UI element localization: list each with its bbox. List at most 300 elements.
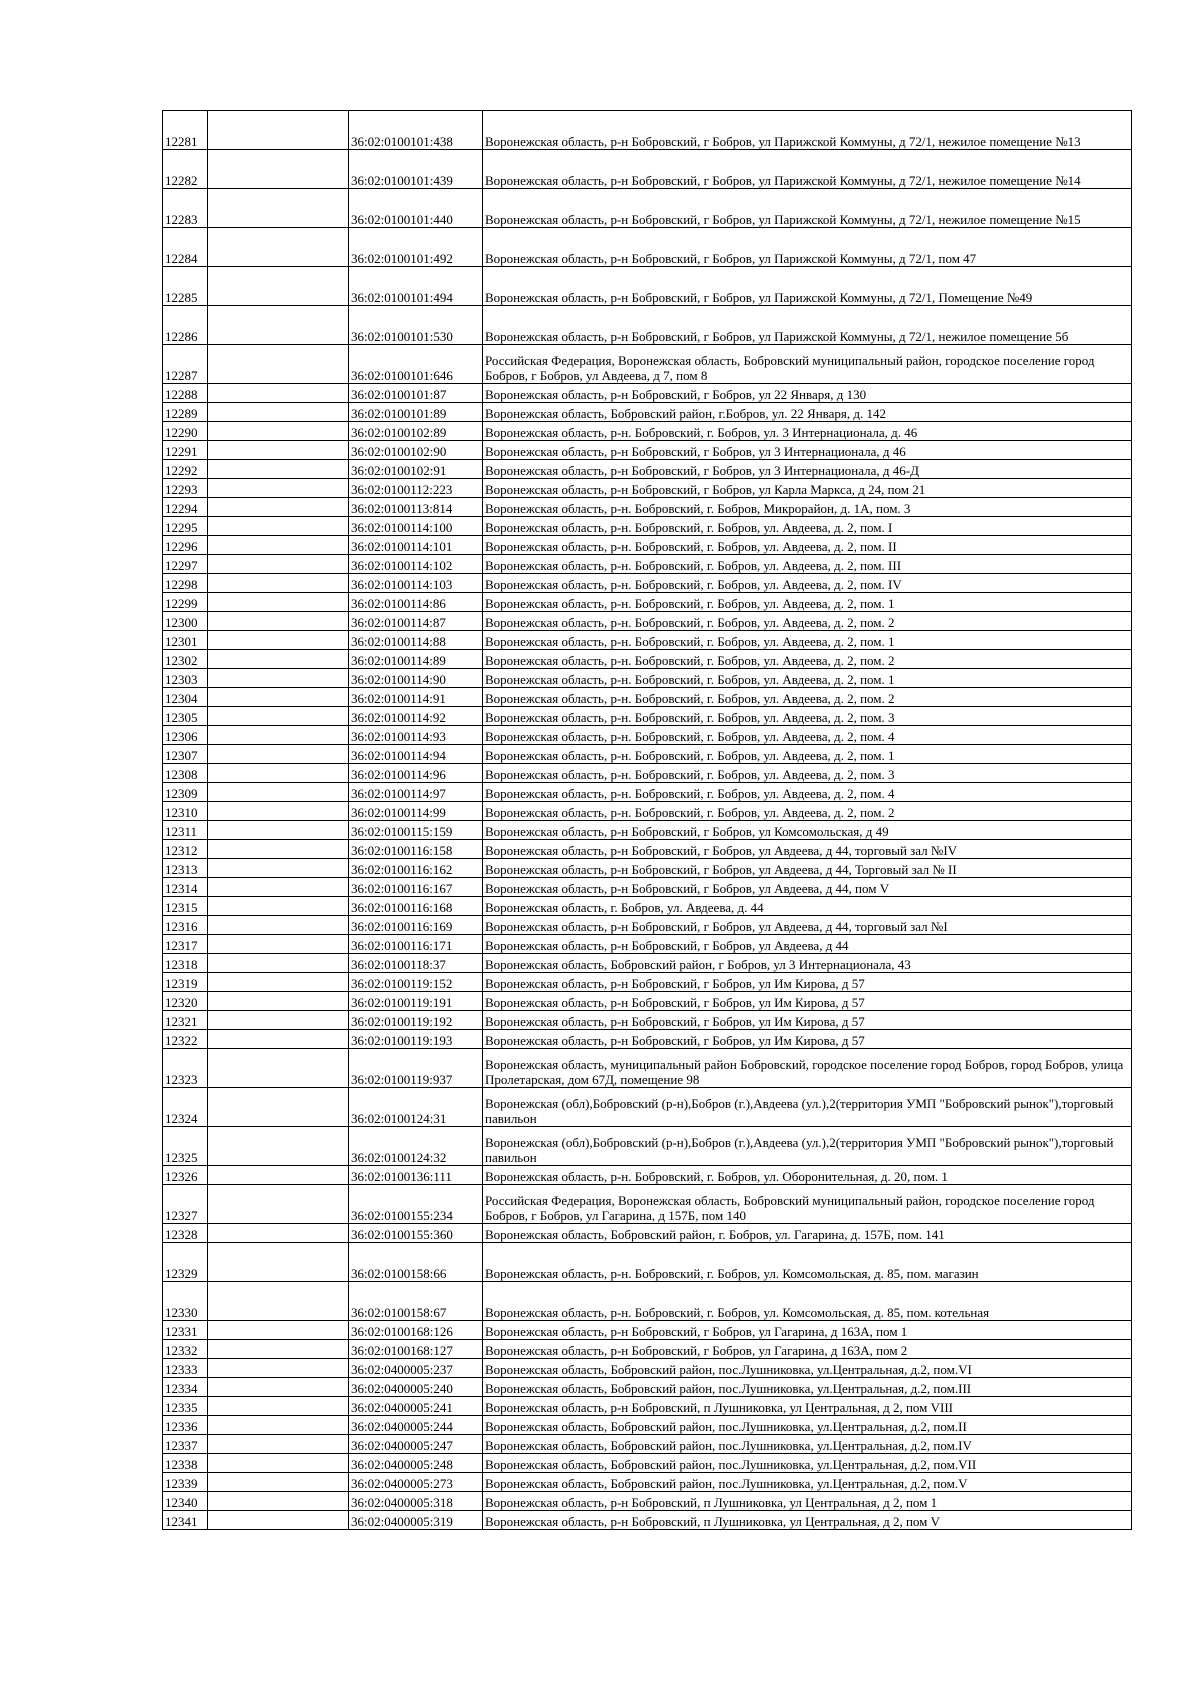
property-address: Воронежская область, р-н. Бобровский, г. Бобров, ул. Авдеева, д. 2, пом. 1 [483, 669, 1132, 688]
property-address: Воронежская область, Бобровский район, пос.Лушниковка, ул.Центральная, д.2, пом.III [483, 1378, 1132, 1397]
row-number: 12296 [163, 536, 208, 555]
table-row [163, 1049, 1132, 1088]
cadastral-number: 36:02:0100101:440 [349, 189, 483, 228]
property-address: Воронежская область, р-н. Бобровский, г. Бобров, ул. Авдеева, д. 2, пом. 4 [483, 726, 1132, 745]
table-row [163, 384, 1132, 403]
cadastral-number: 36:02:0100124:32 [349, 1127, 483, 1166]
empty-cell [208, 593, 349, 612]
cadastral-number: 36:02:0100114:102 [349, 555, 483, 574]
table-row [163, 612, 1132, 631]
property-address: Воронежская область, р-н Бобровский, п Лушниковка, ул Центральная, д 2, пом VIII [483, 1397, 1132, 1416]
row-number: 12281 [163, 111, 208, 150]
cadastral-number: 36:02:0100119:152 [349, 973, 483, 992]
property-address: Воронежская область, р-н Бобровский, г Бобров, ул Им Кирова, д 57 [483, 973, 1132, 992]
empty-cell [208, 1397, 349, 1416]
property-address: Воронежская область, Бобровский район, г.Бобров, ул. 22 Января, д. 142 [483, 403, 1132, 422]
empty-cell [208, 498, 349, 517]
cadastral-number: 36:02:0100114:99 [349, 802, 483, 821]
empty-cell [208, 555, 349, 574]
property-table-body [163, 111, 1132, 1530]
empty-cell [208, 479, 349, 498]
empty-cell [208, 783, 349, 802]
table-row [163, 878, 1132, 897]
cadastral-number: 36:02:0100102:90 [349, 441, 483, 460]
property-address: Воронежская область, р-н Бобровский, г Бобров, ул Комсомольская, д 49 [483, 821, 1132, 840]
cadastral-number: 36:02:0100114:86 [349, 593, 483, 612]
cadastral-number: 36:02:0100116:169 [349, 916, 483, 935]
cadastral-number: 36:02:0100113:814 [349, 498, 483, 517]
property-address: Воронежская область, р-н Бобровский, г Бобров, ул Авдеева, д 44 [483, 935, 1132, 954]
property-address: Воронежская область, р-н. Бобровский, г. Бобров, ул. Авдеева, д. 2, пом. 4 [483, 783, 1132, 802]
property-address: Воронежская область, Бобровский район, пос.Лушниковка, ул.Центральная, д.2, пом.IV [483, 1435, 1132, 1454]
row-number: 12297 [163, 555, 208, 574]
table-row [163, 111, 1132, 150]
table-row [163, 821, 1132, 840]
row-number: 12326 [163, 1166, 208, 1185]
table-row [163, 707, 1132, 726]
property-address: Воронежская область, р-н. Бобровский, г. Бобров, ул. Авдеева, д. 2, пом. 3 [483, 707, 1132, 726]
empty-cell [208, 1321, 349, 1340]
row-number: 12293 [163, 479, 208, 498]
row-number: 12314 [163, 878, 208, 897]
empty-cell [208, 935, 349, 954]
empty-cell [208, 973, 349, 992]
row-number: 12309 [163, 783, 208, 802]
table-row [163, 916, 1132, 935]
table-row [163, 783, 1132, 802]
table-row [163, 1127, 1132, 1166]
table-row [163, 1166, 1132, 1185]
property-address: Воронежская область, р-н. Бобровский, г. Бобров, ул. Авдеева, д. 2, пом. II [483, 536, 1132, 555]
property-address: Воронежская область, р-н Бобровский, г Бобров, ул Парижской Коммуны, д 72/1, Помещение №49 [483, 267, 1132, 306]
cadastral-number: 36:02:0100114:92 [349, 707, 483, 726]
cadastral-number: 36:02:0100116:168 [349, 897, 483, 916]
table-row [163, 859, 1132, 878]
cadastral-number: 36:02:0100112:223 [349, 479, 483, 498]
empty-cell [208, 821, 349, 840]
row-number: 12301 [163, 631, 208, 650]
empty-cell [208, 1473, 349, 1492]
table-row [163, 1340, 1132, 1359]
row-number: 12311 [163, 821, 208, 840]
cadastral-number: 36:02:0400005:240 [349, 1378, 483, 1397]
property-address: Воронежская область, р-н Бобровский, г Бобров, ул Парижской Коммуны, д 72/1, пом 47 [483, 228, 1132, 267]
row-number: 12282 [163, 150, 208, 189]
cadastral-number: 36:02:0100114:87 [349, 612, 483, 631]
cadastral-number: 36:02:0400005:237 [349, 1359, 483, 1378]
empty-cell [208, 384, 349, 403]
property-address: Воронежская область, р-н. Бобровский, г. Бобров, ул. Авдеева, д. 2, пом. 2 [483, 612, 1132, 631]
cadastral-number: 36:02:0400005:248 [349, 1454, 483, 1473]
table-row [163, 517, 1132, 536]
empty-cell [208, 189, 349, 228]
cadastral-number: 36:02:0100114:88 [349, 631, 483, 650]
row-number: 12340 [163, 1492, 208, 1511]
cadastral-number: 36:02:0400005:273 [349, 1473, 483, 1492]
property-address: Воронежская (обл),Бобровский (р-н),Бобров (г.),Авдеева (ул.),2(территория УМП "Бобровский рынок"),торговый павильон [483, 1088, 1132, 1127]
empty-cell [208, 669, 349, 688]
empty-cell [208, 306, 349, 345]
row-number: 12287 [163, 345, 208, 384]
table-row [163, 1435, 1132, 1454]
cadastral-number: 36:02:0100116:162 [349, 859, 483, 878]
cadastral-number: 36:02:0100124:31 [349, 1088, 483, 1127]
empty-cell [208, 1185, 349, 1224]
table-row [163, 650, 1132, 669]
empty-cell [208, 612, 349, 631]
empty-cell [208, 267, 349, 306]
cadastral-number: 36:02:0100158:66 [349, 1243, 483, 1282]
row-number: 12319 [163, 973, 208, 992]
cadastral-number: 36:02:0100114:93 [349, 726, 483, 745]
cadastral-number: 36:02:0100168:126 [349, 1321, 483, 1340]
empty-cell [208, 1049, 349, 1088]
cadastral-number: 36:02:0100114:103 [349, 574, 483, 593]
row-number: 12320 [163, 992, 208, 1011]
table-row [163, 479, 1132, 498]
empty-cell [208, 631, 349, 650]
cadastral-number: 36:02:0100119:192 [349, 1011, 483, 1030]
table-row [163, 441, 1132, 460]
property-address: Воронежская область, р-н. Бобровский, г. Бобров, ул. Авдеева, д. 2, пом. 1 [483, 593, 1132, 612]
empty-cell [208, 574, 349, 593]
empty-cell [208, 1088, 349, 1127]
row-number: 12316 [163, 916, 208, 935]
cadastral-number: 36:02:0100116:171 [349, 935, 483, 954]
empty-cell [208, 878, 349, 897]
property-address: Воронежская область, р-н Бобровский, г Бобров, ул Авдеева, д 44, торговый зал №IV [483, 840, 1132, 859]
table-row [163, 1030, 1132, 1049]
empty-cell [208, 840, 349, 859]
row-number: 12331 [163, 1321, 208, 1340]
row-number: 12295 [163, 517, 208, 536]
property-address: Воронежская область, р-н. Бобровский, г. Бобров, ул. Авдеева, д. 2, пом. 3 [483, 764, 1132, 783]
table-row [163, 840, 1132, 859]
table-row [163, 1224, 1132, 1243]
property-address: Воронежская область, р-н Бобровский, г Бобров, ул Авдеева, д 44, Торговый зал № II [483, 859, 1132, 878]
empty-cell [208, 441, 349, 460]
cadastral-number: 36:02:0100119:191 [349, 992, 483, 1011]
row-number: 12304 [163, 688, 208, 707]
property-address: Воронежская область, г. Бобров, ул. Авдеева, д. 44 [483, 897, 1132, 916]
property-address: Воронежская область, р-н Бобровский, г Бобров, ул Парижской Коммуны, д 72/1, нежилое помещение №13 [483, 111, 1132, 150]
table-row [163, 189, 1132, 228]
cadastral-number: 36:02:0100114:100 [349, 517, 483, 536]
property-address: Воронежская область, р-н. Бобровский, г. Бобров, Микрорайон, д. 1А, пом. 3 [483, 498, 1132, 517]
row-number: 12336 [163, 1416, 208, 1435]
table-row [163, 1321, 1132, 1340]
row-number: 12310 [163, 802, 208, 821]
table-row [163, 1011, 1132, 1030]
cadastral-number: 36:02:0100102:89 [349, 422, 483, 441]
property-address: Российская Федерация, Воронежская область, Бобровский муниципальный район, городское поселение город Бобров, г Бобров, ул Авдеева, д 7, пом 8 [483, 345, 1132, 384]
property-address: Воронежская область, р-н Бобровский, г Бобров, ул Авдеева, д 44, торговый зал №I [483, 916, 1132, 935]
property-address: Воронежская область, Бобровский район, г. Бобров, ул. Гагарина, д. 157Б, пом. 141 [483, 1224, 1132, 1243]
cadastral-number: 36:02:0100168:127 [349, 1340, 483, 1359]
table-row [163, 1282, 1132, 1321]
table-row [163, 403, 1132, 422]
empty-cell [208, 745, 349, 764]
document-page [162, 110, 1132, 1530]
property-address: Воронежская область, р-н Бобровский, г Бобров, ул Им Кирова, д 57 [483, 1011, 1132, 1030]
property-address: Воронежская область, р-н. Бобровский, г. Бобров, ул. Оборонительная, д. 20, пом. 1 [483, 1166, 1132, 1185]
row-number: 12332 [163, 1340, 208, 1359]
cadastral-number: 36:02:0100101:438 [349, 111, 483, 150]
cadastral-number: 36:02:0100155:360 [349, 1224, 483, 1243]
row-number: 12341 [163, 1511, 208, 1530]
cadastral-number: 36:02:0100101:89 [349, 403, 483, 422]
table-row [163, 935, 1132, 954]
empty-cell [208, 1378, 349, 1397]
empty-cell [208, 1282, 349, 1321]
table-row [163, 1397, 1132, 1416]
empty-cell [208, 1243, 349, 1282]
row-number: 12298 [163, 574, 208, 593]
cadastral-number: 36:02:0400005:244 [349, 1416, 483, 1435]
empty-cell [208, 1416, 349, 1435]
property-address: Воронежская область, р-н. Бобровский, г. Бобров, ул. 3 Интернационала, д. 46 [483, 422, 1132, 441]
row-number: 12322 [163, 1030, 208, 1049]
row-number: 12325 [163, 1127, 208, 1166]
cadastral-number: 36:02:0100101:530 [349, 306, 483, 345]
empty-cell [208, 688, 349, 707]
table-row [163, 1359, 1132, 1378]
empty-cell [208, 111, 349, 150]
property-address: Воронежская область, Бобровский район, г Бобров, ул 3 Интернационала, 43 [483, 954, 1132, 973]
table-row [163, 669, 1132, 688]
cadastral-number: 36:02:0400005:318 [349, 1492, 483, 1511]
empty-cell [208, 1454, 349, 1473]
property-address: Воронежская область, р-н. Бобровский, г. Бобров, ул. Авдеева, д. 2, пом. 2 [483, 650, 1132, 669]
cadastral-number: 36:02:0400005:319 [349, 1511, 483, 1530]
table-row [163, 593, 1132, 612]
row-number: 12333 [163, 1359, 208, 1378]
table-row [163, 498, 1132, 517]
property-address: Воронежская область, Бобровский район, пос.Лушниковка, ул.Центральная, д.2, пом.II [483, 1416, 1132, 1435]
cadastral-number: 36:02:0100114:101 [349, 536, 483, 555]
property-address: Воронежская область, р-н Бобровский, п Лушниковка, ул Центральная, д 2, пом V [483, 1511, 1132, 1530]
row-number: 12313 [163, 859, 208, 878]
cadastral-number: 36:02:0100136:111 [349, 1166, 483, 1185]
empty-cell [208, 764, 349, 783]
row-number: 12338 [163, 1454, 208, 1473]
empty-cell [208, 1492, 349, 1511]
property-address: Воронежская область, р-н. Бобровский, г. Бобров, ул. Авдеева, д. 2, пом. 2 [483, 802, 1132, 821]
row-number: 12288 [163, 384, 208, 403]
cadastral-number: 36:02:0100101:492 [349, 228, 483, 267]
row-number: 12327 [163, 1185, 208, 1224]
property-address: Воронежская область, р-н Бобровский, г Бобров, ул Авдеева, д 44, пом V [483, 878, 1132, 897]
property-address: Воронежская область, р-н Бобровский, г Бобров, ул 22 Января, д 130 [483, 384, 1132, 403]
empty-cell [208, 1011, 349, 1030]
empty-cell [208, 517, 349, 536]
table-row [163, 1454, 1132, 1473]
property-address: Воронежская область, Бобровский район, пос.Лушниковка, ул.Центральная, д.2, пом.VI [483, 1359, 1132, 1378]
row-number: 12337 [163, 1435, 208, 1454]
table-row [163, 267, 1132, 306]
table-row [163, 150, 1132, 189]
row-number: 12330 [163, 1282, 208, 1321]
cadastral-number: 36:02:0100158:67 [349, 1282, 483, 1321]
empty-cell [208, 1166, 349, 1185]
row-number: 12318 [163, 954, 208, 973]
empty-cell [208, 422, 349, 441]
empty-cell [208, 859, 349, 878]
empty-cell [208, 954, 349, 973]
empty-cell [208, 802, 349, 821]
table-row [163, 1473, 1132, 1492]
empty-cell [208, 707, 349, 726]
row-number: 12283 [163, 189, 208, 228]
property-address: Воронежская область, Бобровский район, пос.Лушниковка, ул.Центральная, д.2, пом.VII [483, 1454, 1132, 1473]
row-number: 12286 [163, 306, 208, 345]
property-address: Воронежская область, р-н Бобровский, г Бобров, ул Карла Маркса, д 24, пом 21 [483, 479, 1132, 498]
table-row [163, 764, 1132, 783]
cadastral-number: 36:02:0100101:494 [349, 267, 483, 306]
cadastral-number: 36:02:0100101:646 [349, 345, 483, 384]
table-row [163, 228, 1132, 267]
table-row [163, 954, 1132, 973]
cadastral-number: 36:02:0400005:241 [349, 1397, 483, 1416]
cadastral-number: 36:02:0100114:91 [349, 688, 483, 707]
empty-cell [208, 536, 349, 555]
cadastral-number: 36:02:0100101:439 [349, 150, 483, 189]
table-row [163, 973, 1132, 992]
table-row [163, 802, 1132, 821]
empty-cell [208, 650, 349, 669]
property-address: Российская Федерация, Воронежская область, Бобровский муниципальный район, городское поселение город Бобров, г Бобров, ул Гагарина, д 157Б, пом 140 [483, 1185, 1132, 1224]
cadastral-number: 36:02:0100114:94 [349, 745, 483, 764]
row-number: 12324 [163, 1088, 208, 1127]
row-number: 12334 [163, 1378, 208, 1397]
property-address: Воронежская область, р-н. Бобровский, г. Бобров, ул. Авдеева, д. 2, пом. 1 [483, 745, 1132, 764]
cadastral-number: 36:02:0100102:91 [349, 460, 483, 479]
table-row [163, 1492, 1132, 1511]
table-row [163, 306, 1132, 345]
property-address: Воронежская область, р-н Бобровский, г Бобров, ул 3 Интернационала, д 46 [483, 441, 1132, 460]
empty-cell [208, 992, 349, 1011]
row-number: 12335 [163, 1397, 208, 1416]
row-number: 12302 [163, 650, 208, 669]
row-number: 12284 [163, 228, 208, 267]
table-row [163, 631, 1132, 650]
row-number: 12317 [163, 935, 208, 954]
property-address: Воронежская область, р-н Бобровский, п Лушниковка, ул Центральная, д 2, пом 1 [483, 1492, 1132, 1511]
property-address: Воронежская область, р-н. Бобровский, г. Бобров, ул. Комсомольская, д. 85, пом. котельная [483, 1282, 1132, 1321]
property-address: Воронежская (обл),Бобровский (р-н),Бобров (г.),Авдеева (ул.),2(территория УМП "Бобровский рынок"),торговый павильон [483, 1127, 1132, 1166]
property-address: Воронежская область, р-н Бобровский, г Бобров, ул Парижской Коммуны, д 72/1, нежилое помещение №15 [483, 189, 1132, 228]
empty-cell [208, 345, 349, 384]
property-address: Воронежская область, р-н Бобровский, г Бобров, ул Им Кирова, д 57 [483, 992, 1132, 1011]
cadastral-number: 36:02:0100116:158 [349, 840, 483, 859]
cadastral-number: 36:02:0100119:193 [349, 1030, 483, 1049]
table-row [163, 460, 1132, 479]
empty-cell [208, 1511, 349, 1530]
row-number: 12305 [163, 707, 208, 726]
row-number: 12306 [163, 726, 208, 745]
empty-cell [208, 228, 349, 267]
row-number: 12299 [163, 593, 208, 612]
empty-cell [208, 726, 349, 745]
property-address: Воронежская область, р-н. Бобровский, г. Бобров, ул. Авдеева, д. 2, пом. III [483, 555, 1132, 574]
row-number: 12290 [163, 422, 208, 441]
row-number: 12312 [163, 840, 208, 859]
table-row [163, 1416, 1132, 1435]
row-number: 12323 [163, 1049, 208, 1088]
empty-cell [208, 1224, 349, 1243]
property-address: Воронежская область, муниципальный район Бобровский, городское поселение город Бобров, город Бобров, улица Пролетарская, дом 67Д, помещение 98 [483, 1049, 1132, 1088]
row-number: 12292 [163, 460, 208, 479]
table-row [163, 726, 1132, 745]
cadastral-number: 36:02:0100114:96 [349, 764, 483, 783]
row-number: 12285 [163, 267, 208, 306]
row-number: 12294 [163, 498, 208, 517]
table-row [163, 1378, 1132, 1397]
row-number: 12303 [163, 669, 208, 688]
table-row [163, 422, 1132, 441]
table-row [163, 1088, 1132, 1127]
empty-cell [208, 1127, 349, 1166]
row-number: 12329 [163, 1243, 208, 1282]
cadastral-number: 36:02:0100118:37 [349, 954, 483, 973]
row-number: 12307 [163, 745, 208, 764]
row-number: 12328 [163, 1224, 208, 1243]
cadastral-number: 36:02:0100114:90 [349, 669, 483, 688]
empty-cell [208, 1359, 349, 1378]
table-row [163, 345, 1132, 384]
table-row [163, 992, 1132, 1011]
empty-cell [208, 1340, 349, 1359]
property-address: Воронежская область, р-н. Бобровский, г. Бобров, ул. Авдеева, д. 2, пом. I [483, 517, 1132, 536]
row-number: 12291 [163, 441, 208, 460]
cadastral-number: 36:02:0400005:247 [349, 1435, 483, 1454]
table-row [163, 1243, 1132, 1282]
row-number: 12321 [163, 1011, 208, 1030]
property-address: Воронежская область, р-н Бобровский, г Бобров, ул Парижской Коммуны, д 72/1, нежилое помещение 5б [483, 306, 1132, 345]
cadastral-number: 36:02:0100116:167 [349, 878, 483, 897]
table-row [163, 574, 1132, 593]
table-row [163, 555, 1132, 574]
cadastral-number: 36:02:0100101:87 [349, 384, 483, 403]
cadastral-number: 36:02:0100114:89 [349, 650, 483, 669]
table-row [163, 688, 1132, 707]
property-address: Воронежская область, р-н. Бобровский, г. Бобров, ул. Авдеева, д. 2, пом. 1 [483, 631, 1132, 650]
property-address: Воронежская область, р-н Бобровский, г Бобров, ул Парижской Коммуны, д 72/1, нежилое помещение №14 [483, 150, 1132, 189]
table-row [163, 897, 1132, 916]
empty-cell [208, 403, 349, 422]
property-address: Воронежская область, Бобровский район, пос.Лушниковка, ул.Центральная, д.2, пом.V [483, 1473, 1132, 1492]
property-table [162, 110, 1132, 1530]
empty-cell [208, 460, 349, 479]
empty-cell [208, 1030, 349, 1049]
empty-cell [208, 1435, 349, 1454]
row-number: 12339 [163, 1473, 208, 1492]
property-address: Воронежская область, р-н Бобровский, г Бобров, ул 3 Интернационала, д 46-Д [483, 460, 1132, 479]
empty-cell [208, 150, 349, 189]
property-address: Воронежская область, р-н. Бобровский, г. Бобров, ул. Авдеева, д. 2, пом. IV [483, 574, 1132, 593]
property-address: Воронежская область, р-н Бобровский, г Бобров, ул Гагарина, д 163А, пом 1 [483, 1321, 1132, 1340]
property-address: Воронежская область, р-н Бобровский, г Бобров, ул Гагарина, д 163А, пом 2 [483, 1340, 1132, 1359]
cadastral-number: 36:02:0100115:159 [349, 821, 483, 840]
empty-cell [208, 916, 349, 935]
cadastral-number: 36:02:0100114:97 [349, 783, 483, 802]
row-number: 12300 [163, 612, 208, 631]
row-number: 12308 [163, 764, 208, 783]
empty-cell [208, 897, 349, 916]
row-number: 12315 [163, 897, 208, 916]
table-row [163, 1511, 1132, 1530]
property-address: Воронежская область, р-н. Бобровский, г. Бобров, ул. Комсомольская, д. 85, пом. магазин [483, 1243, 1132, 1282]
